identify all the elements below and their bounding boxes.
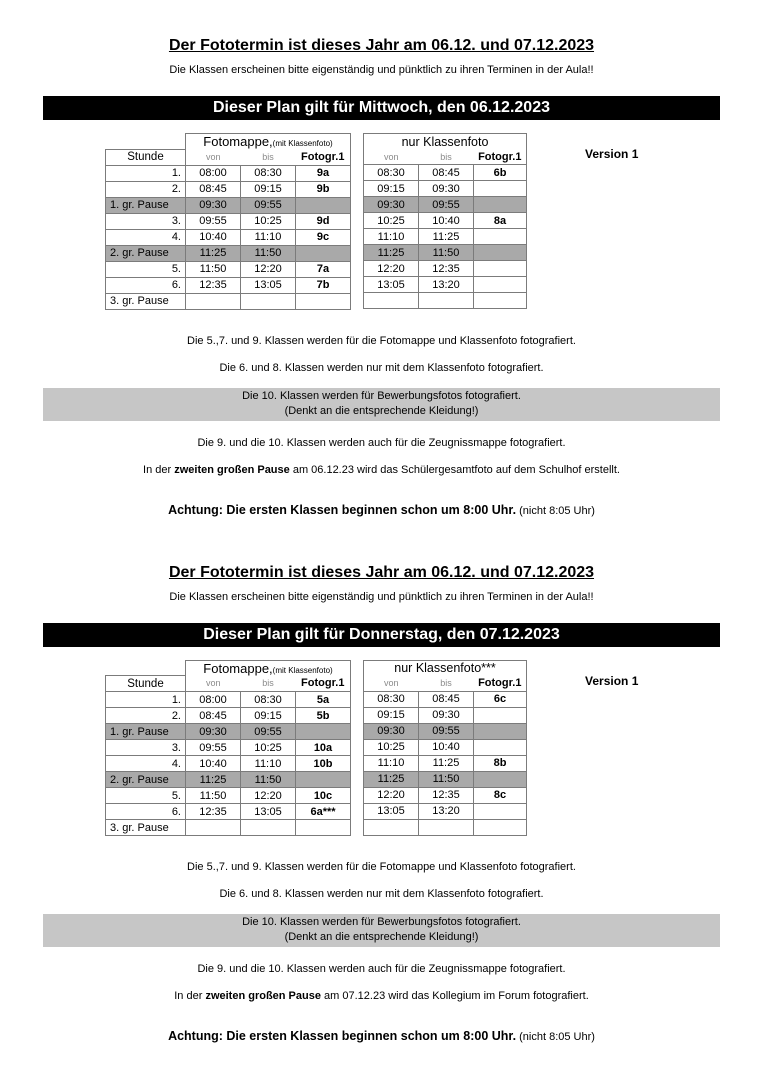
table-title-row: [364, 134, 527, 150]
schedule-row: [364, 755, 527, 771]
schedule-row: [364, 293, 527, 309]
klassenfoto-table-title: [364, 660, 527, 676]
cell-von: 08:30: [364, 165, 419, 181]
cell-von: 12:35: [186, 277, 241, 293]
cell-stunde: 1.: [106, 165, 186, 181]
cell-von: 12:20: [364, 261, 419, 277]
cell-von: 09:30: [186, 197, 241, 213]
note-zeugnissmappe: Die 9. und die 10. Klassen werden auch für die Zeugnissmappe fotografiert.: [197, 963, 566, 975]
col-header-fotogr: Fotogr.1: [474, 676, 527, 692]
tables-row: [105, 133, 763, 310]
cell-bis: [241, 293, 296, 309]
cell-von: 13:05: [364, 277, 419, 293]
col-header-von: von: [186, 676, 241, 692]
schedule-row: [106, 740, 351, 756]
cell-von: 11:25: [186, 245, 241, 261]
version-label: Version 1: [585, 673, 639, 688]
cell-stunde: 1.: [106, 692, 186, 708]
gray-notice-line2: (Denkt an die entsprechende Kleidung!): [284, 931, 479, 943]
cell-von: 10:25: [364, 213, 419, 229]
table-title-row: [364, 660, 527, 676]
table-title-main: nur Klassenfoto***: [394, 661, 496, 675]
cell-fotogr: [296, 772, 351, 788]
cell-von: [364, 293, 419, 309]
col-header-bis: bis: [419, 149, 474, 165]
cell-stunde: 3. gr. Pause: [106, 293, 186, 309]
cell-von: 13:05: [364, 803, 419, 819]
schedule-row: [106, 756, 351, 772]
subtitle: Die Klassen erscheinen bitte eigenständig und pünktlich zu ihren Terminen in der Aula!!: [169, 590, 594, 603]
schedule-row: [364, 771, 527, 787]
fotomappe-table: [105, 133, 351, 310]
cell-von: 08:45: [186, 708, 241, 724]
cell-bis: 13:05: [241, 804, 296, 820]
cell-fotogr: [296, 820, 351, 836]
cell-von: 09:30: [186, 724, 241, 740]
cell-fotogr: [296, 724, 351, 740]
cell-bis: 13:20: [419, 277, 474, 293]
note-klassenfoto-classes: Die 6. und 8. Klassen werden nur mit dem Klassenfoto fotografiert.: [219, 361, 544, 374]
table-header-row: [364, 676, 527, 692]
cell-von: 09:55: [186, 213, 241, 229]
cell-stunde: 2.: [106, 181, 186, 197]
schedule-row: [106, 245, 351, 261]
cell-bis: 11:25: [419, 755, 474, 771]
note-pause-event: In der zweiten großen Pause am 07.12.23 wird das Kollegium im Forum fotografiert.: [174, 990, 589, 1002]
cell-stunde: 3. gr. Pause: [106, 820, 186, 836]
cell-fotogr: 9d: [296, 213, 351, 229]
cell-bis: 13:20: [419, 803, 474, 819]
schedule-row: [364, 245, 527, 261]
cell-stunde: 1. gr. Pause: [106, 724, 186, 740]
table-title-main: Fotomappe,: [203, 660, 273, 676]
day-banner: Dieser Plan gilt für Donnerstag, den 07.12.2023: [43, 623, 720, 647]
schedule-row: [106, 197, 351, 213]
col-header-von: von: [186, 149, 241, 165]
cell-von: [364, 819, 419, 835]
cell-fotogr: 10c: [296, 788, 351, 804]
col-header-von: von: [364, 149, 419, 165]
cell-bis: [419, 819, 474, 835]
cell-fotogr: [296, 293, 351, 309]
note-fotomappe-classes: Die 5.,7. und 9. Klassen werden für die Fotomappe und Klassenfoto fotografiert.: [187, 861, 576, 873]
cell-fotogr: 6a***: [296, 804, 351, 820]
cell-bis: 11:25: [419, 229, 474, 245]
cell-fotogr: [474, 277, 527, 293]
schedule-row: [364, 165, 527, 181]
col-header-bis: bis: [241, 676, 296, 692]
schedule-row: [106, 229, 351, 245]
cell-bis: 10:40: [419, 213, 474, 229]
page-title: Der Fototermin ist dieses Jahr am 06.12. und 07.12.2023: [168, 37, 595, 54]
schedule-row: [364, 723, 527, 739]
cell-fotogr: [474, 707, 527, 723]
schedule-row: [364, 819, 527, 835]
cell-von: 08:45: [186, 181, 241, 197]
schedule-row: [106, 804, 351, 820]
page-title: Der Fototermin ist dieses Jahr am 06.12. und 07.12.2023: [168, 563, 595, 581]
cell-bis: 10:25: [241, 213, 296, 229]
cell-stunde: 5.: [106, 788, 186, 804]
cell-von: 12:35: [186, 804, 241, 820]
schedule-row: [364, 261, 527, 277]
cell-von: 11:25: [364, 245, 419, 261]
cell-bis: 09:30: [419, 707, 474, 723]
cell-bis: 11:50: [241, 245, 296, 261]
cell-von: 12:20: [364, 787, 419, 803]
cell-von: 09:15: [364, 707, 419, 723]
note-zeugnissmappe: Die 9. und die 10. Klassen werden auch für die Zeugnissmappe fotografiert.: [197, 436, 566, 449]
cell-stunde: 2. gr. Pause: [106, 245, 186, 261]
cell-von: 09:55: [186, 740, 241, 756]
cell-stunde: 4.: [106, 229, 186, 245]
table-header-row: [106, 149, 351, 165]
cell-bis: 09:55: [241, 724, 296, 740]
cell-von: [186, 293, 241, 309]
cell-stunde: 2.: [106, 708, 186, 724]
schedule-row: [364, 181, 527, 197]
cell-fotogr: [474, 261, 527, 277]
cell-von: 10:40: [186, 229, 241, 245]
table-title-row: [106, 134, 351, 150]
cell-stunde: 2. gr. Pause: [106, 772, 186, 788]
schedule-row: [106, 293, 351, 309]
cell-fotogr: [474, 245, 527, 261]
cell-bis: 09:30: [419, 181, 474, 197]
subtitle: Die Klassen erscheinen bitte eigenständig und pünktlich zu ihren Terminen in der Aula!!: [169, 64, 594, 76]
cell-fotogr: 9b: [296, 181, 351, 197]
cell-bis: 12:20: [241, 261, 296, 277]
cell-von: [186, 820, 241, 836]
table-title-row: [106, 660, 351, 676]
cell-bis: 08:30: [241, 692, 296, 708]
cell-fotogr: 8c: [474, 787, 527, 803]
cell-fotogr: 6c: [474, 691, 527, 707]
cell-stunde: 6.: [106, 277, 186, 293]
cell-von: 11:10: [364, 755, 419, 771]
schedule-row: [364, 197, 527, 213]
klassenfoto-table: [363, 660, 527, 836]
cell-von: 11:25: [186, 772, 241, 788]
cell-fotogr: [474, 771, 527, 787]
gray-notice-line2: (Denkt an die entsprechende Kleidung!): [284, 404, 479, 417]
schedule-row: [364, 739, 527, 755]
cell-bis: 11:50: [419, 771, 474, 787]
schedule-row: [106, 820, 351, 836]
table-title-main: nur Klassenfoto: [401, 134, 489, 149]
cell-fotogr: [474, 739, 527, 755]
cell-bis: 11:10: [241, 756, 296, 772]
gray-notice-line1: Die 10. Klassen werden für Bewerbungsfotos fotografiert.: [242, 389, 521, 402]
cell-von: 08:00: [186, 692, 241, 708]
cell-bis: 13:05: [241, 277, 296, 293]
cell-bis: [241, 820, 296, 836]
cell-fotogr: [474, 197, 527, 213]
col-header-fotogr: Fotogr.1: [296, 149, 351, 165]
cell-bis: 08:45: [419, 691, 474, 707]
section-mittwoch: [0, 0, 763, 519]
cell-von: 09:15: [364, 181, 419, 197]
cell-von: 08:00: [186, 165, 241, 181]
klassenfoto-table: [363, 133, 527, 309]
col-header-bis: bis: [241, 149, 296, 165]
cell-fotogr: [296, 197, 351, 213]
schedule-row: [364, 787, 527, 803]
cell-bis: 09:55: [419, 723, 474, 739]
cell-fotogr: 9c: [296, 229, 351, 245]
schedule-row: [106, 772, 351, 788]
col-header-stunde: Stunde: [106, 149, 186, 165]
cell-von: 11:25: [364, 771, 419, 787]
schedule-row: [364, 691, 527, 707]
cell-bis: 10:25: [241, 740, 296, 756]
schedule-row: [364, 213, 527, 229]
cell-fotogr: [296, 245, 351, 261]
col-header-von: von: [364, 676, 419, 692]
col-header-bis: bis: [419, 676, 474, 692]
schedule-row: [106, 181, 351, 197]
cell-stunde: 6.: [106, 804, 186, 820]
gray-notice: [43, 388, 720, 421]
table-header-row: [364, 149, 527, 165]
cell-bis: [419, 293, 474, 309]
schedule-row: [364, 803, 527, 819]
cell-fotogr: 8a: [474, 213, 527, 229]
cell-fotogr: [474, 229, 527, 245]
cell-bis: 12:20: [241, 788, 296, 804]
col-header-fotogr: Fotogr.1: [474, 149, 527, 165]
note-fotomappe-classes: Die 5.,7. und 9. Klassen werden für die Fotomappe und Klassenfoto fotografiert.: [187, 334, 576, 347]
schedule-row: [364, 707, 527, 723]
version-label: Version 1: [585, 147, 639, 161]
gray-notice: [43, 914, 720, 947]
cell-bis: 08:30: [241, 165, 296, 181]
day-banner: Dieser Plan gilt für Mittwoch, den 06.12.2023: [43, 96, 720, 120]
cell-von: 10:25: [364, 739, 419, 755]
cell-fotogr: 6b: [474, 165, 527, 181]
klassenfoto-table-title: [364, 134, 527, 150]
cell-stunde: 3.: [106, 213, 186, 229]
table-title-sub: (mit Klassenfoto): [272, 139, 333, 148]
note-pause-event: In der zweiten großen Pause am 06.12.23 wird das Schülergesamtfoto auf dem Schulhof erstellt.: [143, 463, 620, 476]
cell-bis: 11:50: [419, 245, 474, 261]
schedule-row: [364, 229, 527, 245]
section-donnerstag: [0, 519, 763, 1046]
cell-von: 11:50: [186, 788, 241, 804]
schedule-row: [364, 277, 527, 293]
fotomappe-table-title: [186, 134, 351, 150]
table-title-main: Fotomappe,: [203, 134, 273, 149]
cell-bis: 10:40: [419, 739, 474, 755]
cell-fotogr: 5b: [296, 708, 351, 724]
cell-bis: 11:50: [241, 772, 296, 788]
cell-fotogr: 7a: [296, 261, 351, 277]
schedule-row: [106, 213, 351, 229]
schedule-row: [106, 692, 351, 708]
attention-note: Achtung: Die ersten Klassen beginnen schon um 8:00 Uhr. (nicht 8:05 Uhr): [168, 502, 595, 517]
cell-stunde: 1. gr. Pause: [106, 197, 186, 213]
cell-bis: 09:15: [241, 708, 296, 724]
cell-fotogr: 10a: [296, 740, 351, 756]
schedule-row: [106, 165, 351, 181]
schedule-row: [106, 261, 351, 277]
cell-fotogr: 7b: [296, 277, 351, 293]
col-header-fotogr: Fotogr.1: [296, 676, 351, 692]
cell-von: 10:40: [186, 756, 241, 772]
cell-fotogr: [474, 293, 527, 309]
schedule-row: [106, 788, 351, 804]
cell-fotogr: [474, 723, 527, 739]
cell-fotogr: [474, 181, 527, 197]
col-header-stunde: Stunde: [106, 676, 186, 692]
cell-bis: 09:15: [241, 181, 296, 197]
cell-bis: 08:45: [419, 165, 474, 181]
tables-row: [105, 660, 763, 837]
cell-bis: 12:35: [419, 787, 474, 803]
schedule-row: [106, 708, 351, 724]
cell-fotogr: 10b: [296, 756, 351, 772]
cell-von: 11:50: [186, 261, 241, 277]
cell-fotogr: [474, 803, 527, 819]
attention-note: Achtung: Die ersten Klassen beginnen schon um 8:00 Uhr. (nicht 8:05 Uhr): [168, 1029, 595, 1043]
cell-fotogr: 9a: [296, 165, 351, 181]
cell-von: 11:10: [364, 229, 419, 245]
cell-bis: 11:10: [241, 229, 296, 245]
cell-stunde: 4.: [106, 756, 186, 772]
cell-stunde: 3.: [106, 740, 186, 756]
cell-fotogr: 8b: [474, 755, 527, 771]
cell-von: 08:30: [364, 691, 419, 707]
spacer-cell: [106, 660, 186, 676]
cell-bis: 12:35: [419, 261, 474, 277]
cell-bis: 09:55: [419, 197, 474, 213]
spacer-cell: [106, 134, 186, 150]
schedule-row: [106, 724, 351, 740]
gray-notice-line1: Die 10. Klassen werden für Bewerbungsfotos fotografiert.: [242, 916, 521, 928]
note-klassenfoto-classes: Die 6. und 8. Klassen werden nur mit dem Klassenfoto fotografiert.: [219, 888, 544, 900]
cell-von: 09:30: [364, 723, 419, 739]
cell-bis: 09:55: [241, 197, 296, 213]
schedule-row: [106, 277, 351, 293]
fotomappe-table: [105, 660, 351, 837]
table-header-row: [106, 676, 351, 692]
fotomappe-table-title: [186, 660, 351, 676]
cell-von: 09:30: [364, 197, 419, 213]
cell-fotogr: [474, 819, 527, 835]
cell-stunde: 5.: [106, 261, 186, 277]
cell-fotogr: 5a: [296, 692, 351, 708]
table-title-sub: (mit Klassenfoto): [272, 665, 333, 675]
